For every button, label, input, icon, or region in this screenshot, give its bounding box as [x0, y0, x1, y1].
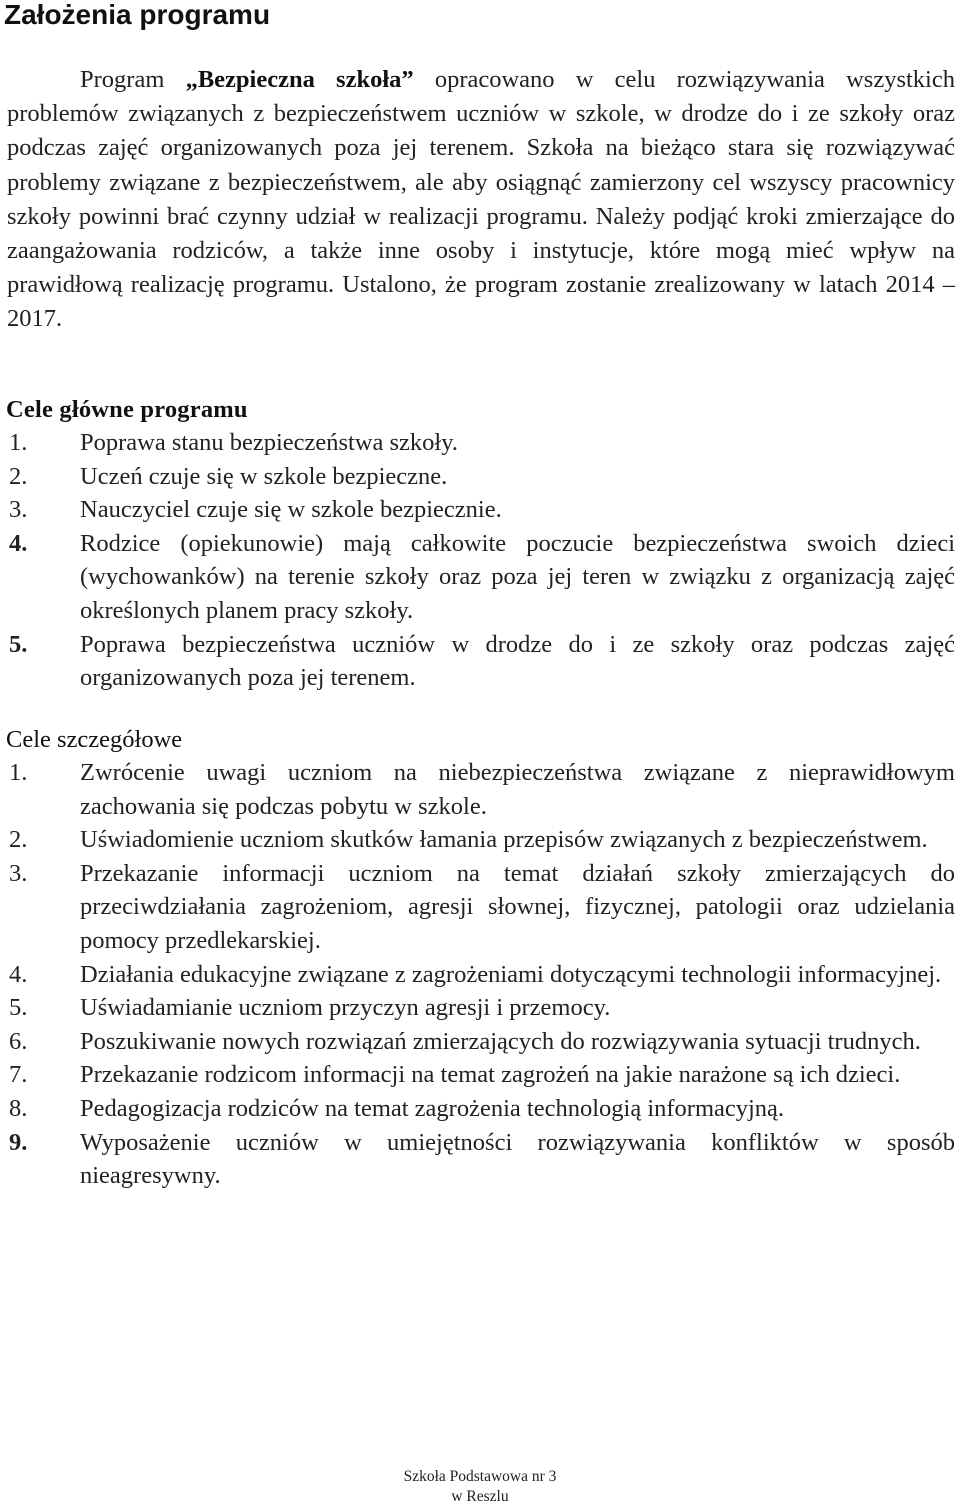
- list-item-text: Przekazanie rodzicom informacji na temat zagrożeń na jakie narażone są ich dzieci.: [80, 1061, 901, 1089]
- list-item: [0, 1058, 955, 1092]
- list-item-number: 4.: [9, 960, 28, 988]
- list-item-number: 6.: [9, 1027, 28, 1055]
- list-item: [0, 426, 955, 460]
- list-item-text: Rodzice (opiekunowie) mają całkowite poczucie bezpieczeństwa swoich dzieci (wychowanków) na terenie szkoły oraz poza jej teren w związku z organizacją zajęć określonych planem pracy szkoły.: [80, 529, 955, 624]
- list-item: [0, 527, 955, 628]
- footer-location: w Reszlu: [451, 1488, 509, 1505]
- main-goals-list: [0, 426, 955, 695]
- list-item: [0, 756, 955, 823]
- list-item: [0, 493, 955, 527]
- list-item-number: 3.: [9, 496, 28, 524]
- list-item-text: Wyposażenie uczniów w umiejętności rozwiązywania konfliktów w sposób nieagresywny.: [80, 1128, 955, 1190]
- list-item: [0, 991, 955, 1025]
- list-item-text: Zwrócenie uwagi uczniom na niebezpieczeństwa związane z nieprawidłowym zachowania się podczas pobytu w szkole.: [80, 759, 955, 820]
- list-item-number: 5.: [9, 994, 28, 1022]
- list-item: [0, 460, 955, 494]
- list-item: [0, 823, 955, 857]
- list-item: [0, 857, 955, 958]
- list-item: [0, 628, 955, 695]
- intro-body: opracowano w celu rozwiązywania wszystkich problemów związanych z bezpieczeństwem uczniów w szkole, w drodze do i ze szkoły oraz podczas zajęć organizowanych poza jej terenem. Szkoła na bieżąco stara się rozwiązywać problemy związane z bezpieczeństwem, ale aby osiągnąć zamierzony cel wszyscy pracownicy szkoły powinni brać czynny udział w realizacji programu. Należy podjąć kroki zmierzające do zaangażowania rodziców, a także inne osoby i instytucje, które mogą mieć wpływ na prawidłową realizację programu. Ustalono, że program zostanie zrealizowany w latach 2014 – 2017.: [7, 66, 955, 333]
- list-item-text: Uczeń czuje się w szkole bezpieczne.: [80, 462, 448, 490]
- detailed-goals-list: [0, 756, 955, 1193]
- main-goals-heading: Cele główne programu: [6, 396, 248, 423]
- program-name: „Bezpieczna szkoła”: [185, 66, 414, 93]
- intro-paragraph: [7, 63, 955, 337]
- list-item: [0, 1092, 955, 1126]
- list-item-number: 8.: [9, 1094, 28, 1122]
- list-item-number: 4.: [9, 529, 28, 557]
- detailed-goals-heading: Cele szczegółowe: [6, 726, 183, 753]
- list-item-number: 9.: [9, 1128, 28, 1156]
- list-item-number: 2.: [9, 462, 28, 490]
- list-item: [0, 1025, 955, 1059]
- footer-school-name: Szkoła Podstawowa nr 3: [403, 1468, 557, 1485]
- list-item-text: Działania edukacyjne związane z zagrożeniami dotyczącymi technologii informacyjnej.: [80, 960, 942, 988]
- list-item: [0, 958, 955, 992]
- list-item-text: Poszukiwanie nowych rozwiązań zmierzających do rozwiązywania sytuacji trudnych.: [80, 1027, 921, 1055]
- list-item-text: Uświadomienie uczniom skutków łamania przepisów związanych z bezpieczeństwem.: [80, 826, 928, 854]
- list-item-text: Poprawa bezpieczeństwa uczniów w drodze do i ze szkoły oraz podczas zajęć organizowanych poza jej terenem.: [80, 630, 955, 692]
- intro-prefix: Program: [80, 66, 186, 93]
- page-title: Założenia programu: [4, 0, 271, 30]
- page-footer: [380, 1467, 580, 1507]
- list-item-number: 1.: [9, 429, 28, 456]
- list-item-text: Uświadamianie uczniom przyczyn agresji i przemocy.: [80, 994, 611, 1022]
- list-item: [0, 1126, 955, 1193]
- list-item-text: Nauczyciel czuje się w szkole bezpiecznie.: [80, 496, 502, 524]
- list-item-text: Pedagogizacja rodziców na temat zagrożenia technologią informacyjną.: [80, 1094, 785, 1122]
- list-item-number: 3.: [9, 859, 28, 887]
- list-item-number: 5.: [9, 630, 28, 658]
- list-item-number: 2.: [9, 826, 28, 854]
- list-item-number: 7.: [9, 1061, 28, 1089]
- list-item-number: 1.: [9, 759, 28, 786]
- list-item-text: Poprawa stanu bezpieczeństwa szkoły.: [80, 429, 459, 456]
- list-item-text: Przekazanie informacji uczniom na temat działań szkoły zmierzających do przeciwdziałania zagrożeniom, agresji słownej, fizycznej, patologii oraz udzielania pomocy przedlekarskiej.: [80, 859, 955, 954]
